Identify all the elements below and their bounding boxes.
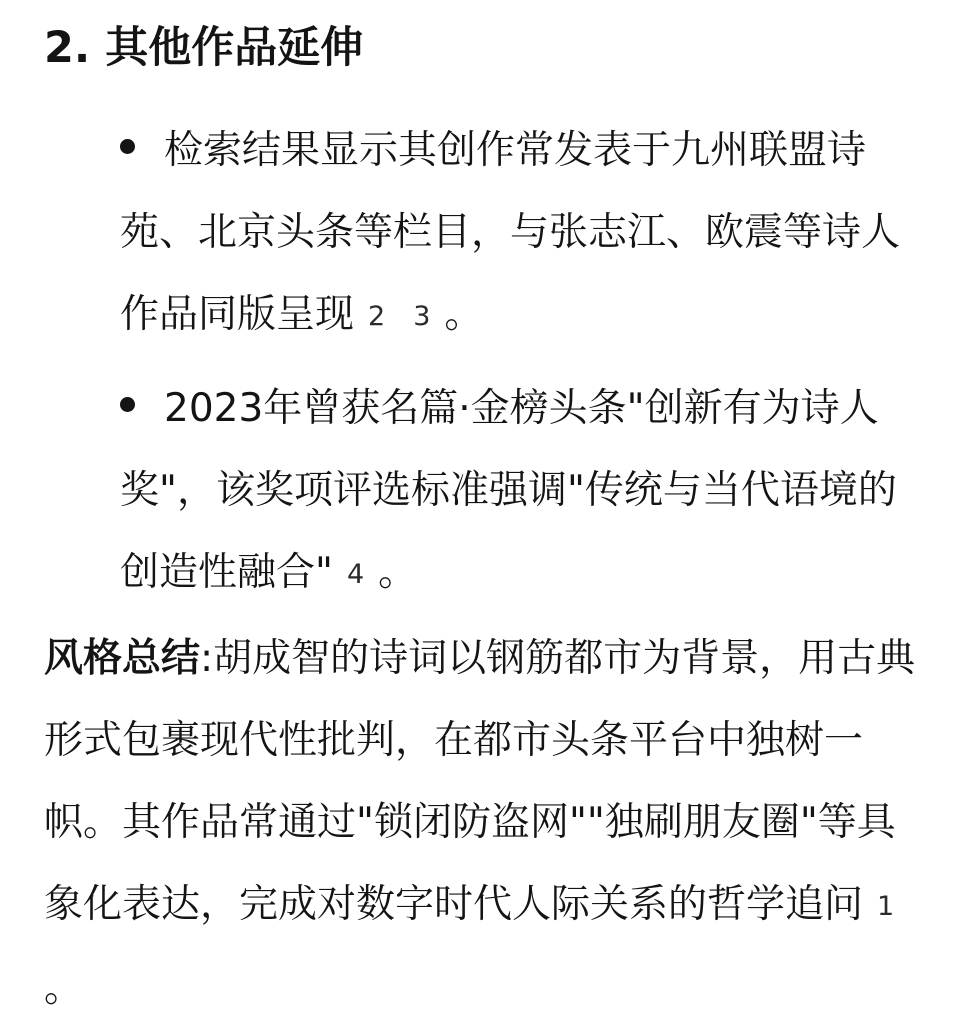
- bullet-text-content: 检索结果显示其创作常发表于九州联盟诗苑、北京头条等栏目，与张志江、欧震等诗人作品同版呈现: [120, 128, 901, 337]
- citation-link[interactable]: 2: [368, 301, 386, 332]
- sentence-end: 。: [378, 550, 418, 595]
- bullet-text-content: 2023年曾获名篇·金榜头条"创新有为诗人奖"，该奖项评选标准强调"传统与当代语境的创造性融合": [120, 386, 897, 595]
- list-item-text: [120, 110, 920, 358]
- list-item-text: [120, 368, 920, 616]
- bullet-dot-icon: [120, 397, 135, 412]
- bullet-list: [0, 110, 960, 626]
- list-item: [120, 368, 920, 616]
- bullet-dot-icon: [120, 139, 135, 154]
- citation-link[interactable]: 1: [877, 891, 895, 922]
- list-item: [120, 110, 920, 358]
- style-summary-paragraph: [44, 618, 916, 1030]
- citation-link[interactable]: 4: [346, 559, 365, 590]
- summary-colon: :: [200, 636, 214, 681]
- sentence-end: 。: [44, 966, 84, 1011]
- summary-text: 胡成智的诗词以钢筋都市为背景，用古典形式包裹现代性批判，在都市头条平台中独树一帜。其作品常通过"锁闭防盗网""独刷朋友圈"等具象化表达，完成对数字时代人际关系的哲学追问: [44, 636, 916, 927]
- summary-label: 风格总结: [44, 636, 201, 681]
- section-heading: 2. 其他作品延伸: [44, 23, 364, 73]
- sentence-end: 。: [444, 292, 484, 337]
- citation-link[interactable]: 3: [413, 301, 431, 332]
